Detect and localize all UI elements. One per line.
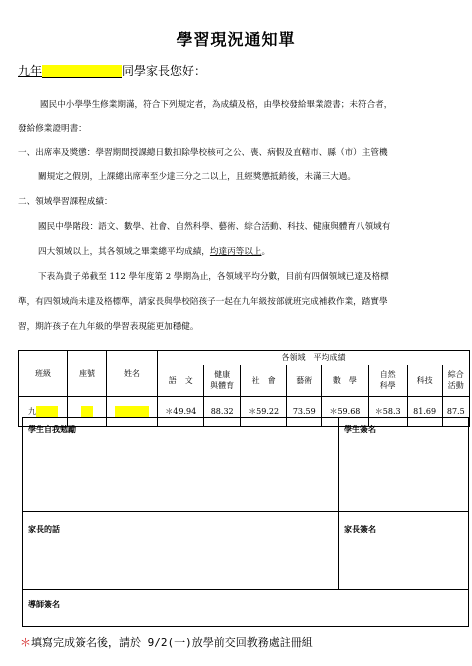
rule-1 [18,146,388,158]
header-subject-math: 數 學 [322,365,368,397]
name-highlight [115,406,149,418]
header-group: 各領域 平均成績 [158,351,470,365]
rule-2-line-2 [38,245,270,257]
student-sign-field[interactable] [343,438,463,508]
header-subject-health: 健康 與體育 [204,365,240,397]
student-reflection-label: 學生自我勉勵 [28,425,76,434]
greeting-line [18,62,206,79]
rule-1-number: 一、 [18,148,36,158]
header-subject-science: 自然 科學 [368,365,407,397]
class-highlight [36,406,58,418]
footer-note [20,634,313,650]
greeting-suffix: 同學家長您好： [122,64,207,78]
header-seat: 座號 [68,351,107,397]
rule-2-heading: 領域學習課程成績： [35,197,113,207]
score-integrative: 87.5 [442,397,469,427]
score-arts: 73.59 [287,397,322,427]
parent-sign-label: 家長簽名 [344,525,376,534]
student-reflection-field[interactable] [27,438,333,508]
para-line-3: 習，期許孩子在九年級的學習表現能更加穩健。 [18,322,199,332]
score-social: ＊59.22 [240,397,286,427]
teacher-sign-field[interactable] [83,594,463,622]
para-line-2: 準，有四領域尚未達及格標準，請家長與學校陪孩子一起在九年級按部就班完成補救作業，踏實學 [18,297,388,307]
intro-line-2: 發給修業證明書： [18,124,87,134]
footer-mark: ＊ [20,636,31,649]
rule-2-number: 二、 [18,197,36,207]
rule-2-line-1: 國民中學階段：語文、數學、社會、自然科學、藝術、綜合活動、科技、健康與體育八領域有 [38,222,391,232]
seat-highlight [81,406,93,418]
intro-line-1: 國民中小學學生修業期滿，符合下列規定者，為成績及格，由學校發給畢業證書；未符合者， [40,100,393,110]
parent-sign-field[interactable] [343,538,463,586]
rule-2-line-2-end: 。 [261,247,271,257]
header-subject-integrative: 綜合 活動 [442,365,469,397]
rule-1-line-2: 關規定之假別，上課總出席率至少達三分之二以上，且經獎懲抵銷後，未滿三大過。 [38,172,356,182]
cell-class-text: 九 [28,406,36,416]
parent-words-field[interactable] [27,538,333,586]
rule-2-line-2-text: 四大領域以上，其各領域之畢業總平均成績， [38,247,210,257]
student-sign-label: 學生簽名 [344,425,376,434]
header-subject-tech: 科技 [407,365,442,397]
rule-2-line-2-underlined: 均達丙等以上 [209,247,262,257]
para-line-1: 下表為貴子弟截至 112 學年度第 2 學期為止，各領域平均分數，目前有四個領域已達及格標 [38,272,389,282]
score-math: ＊59.68 [322,397,368,427]
score-chinese: ＊49.94 [158,397,204,427]
score-health: 88.32 [204,397,240,427]
rule-2 [18,195,113,207]
header-subject-social: 社 會 [240,365,286,397]
header-class: 班級 [19,351,68,397]
parent-words-label: 家長的話 [28,525,60,534]
header-subject-arts: 藝術 [287,365,322,397]
footer-text: 填寫完成簽名後，請於 9/2(一)放學前交回教務處註冊組 [31,636,313,649]
page-title: 學習現況通知單 [176,30,296,49]
scores-table [18,350,470,427]
header-subject-chinese: 語 文 [158,365,204,397]
header-name: 姓名 [107,351,158,397]
rule-1-line-1: 出席率及獎懲：學習期間授課總日數扣除學校核可之公、喪、病假及直轄市、縣（市）主管機 [35,148,388,158]
divider-1 [23,511,468,512]
teacher-sign-label: 導師簽名 [28,600,60,609]
score-science: ＊58.3 [368,397,407,427]
score-tech: 81.69 [407,397,442,427]
student-name-highlight [42,65,122,78]
feedback-form [22,417,469,627]
divider-2 [23,589,468,590]
greeting-grade: 九年 [18,64,43,78]
vertical-divider [338,418,339,589]
